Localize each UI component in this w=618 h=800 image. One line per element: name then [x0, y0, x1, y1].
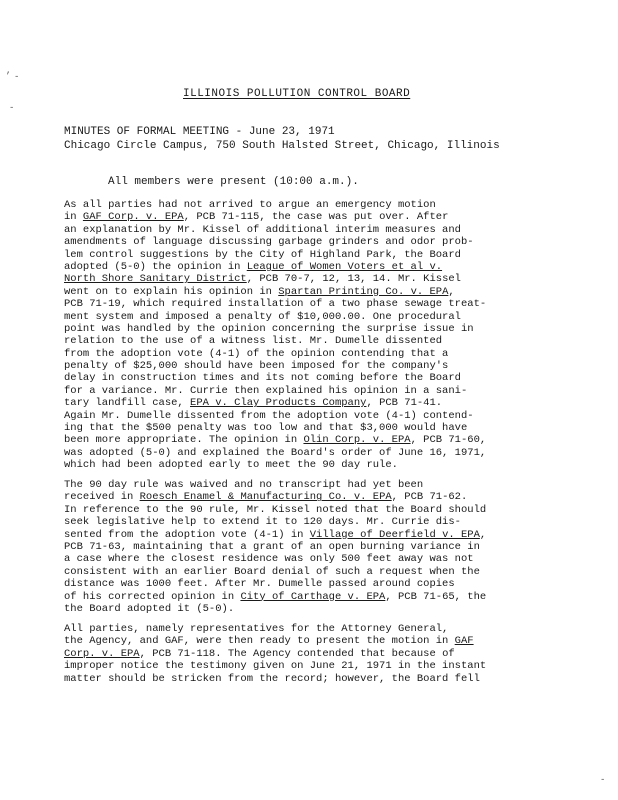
paragraph-2 — [64, 479, 554, 615]
text-line: delay in construction times and its not coming before the Board — [64, 372, 461, 385]
text-line: amendments of language discussing garbage grinders and odor prob- — [64, 236, 474, 249]
meeting-location-line: Chicago Circle Campus, 750 South Halsted Street, Chicago, Illinois — [64, 140, 500, 152]
case-citation: Village of Deerfield v. EPA — [309, 528, 480, 541]
meeting-title-line: MINUTES OF FORMAL MEETING - June 23, 1971 — [64, 126, 335, 138]
case-citation: Roesch Enamel & Manufacturing Co. v. EPA — [139, 491, 392, 504]
margin-mark: - — [600, 775, 606, 785]
text-line: lem control suggestions by the City of Highland Park, the Board — [64, 248, 461, 261]
text-line: seek legislative help to extend it to 120 days. Mr. Currie dis- — [64, 516, 461, 529]
margin-mark: - — [9, 103, 15, 113]
text-line: improper notice the testimony given on June 21, 1971 in the instant — [64, 660, 487, 673]
text-line: consistent with an earlier Board denial of such a request when the — [64, 565, 480, 578]
text-line: relation to the use of a witness list. Mr. Dumelle dissented — [64, 335, 443, 348]
text-line: for a variance. Mr. Currie then explained his opinion in a sani- — [64, 384, 468, 397]
text-line: a case where the closest residence was only 500 feet away was not — [64, 553, 474, 566]
text-line: PCB 71-19, which required installation of a two phase sewage treat- — [64, 298, 487, 311]
case-citation: GAF — [454, 635, 474, 648]
case-citation: Spartan Printing Co. v. EPA — [278, 285, 449, 298]
text-line: ing that the $500 penalty was too low and that $3,000 would have — [64, 422, 468, 435]
text-line: the Agency, and GAF, were then ready to present the motion in GAF — [64, 635, 474, 648]
case-citation: GAF Corp. v. EPA — [82, 211, 184, 224]
text-line: sented from the adoption vote (4-1) in Village of Deerfield v. EPA, — [64, 528, 487, 541]
text-line: in GAF Corp. v. EPA, PCB 71-115, the case was put over. After — [64, 211, 449, 224]
paragraph-1 — [64, 199, 554, 472]
case-citation: North Shore Sanitary District — [64, 273, 247, 286]
text-line: from the adoption vote (4-1) of the opinion contending that a — [64, 347, 449, 360]
text-line: The 90 day rule was waived and no transcript had yet been — [64, 479, 424, 491]
text-line: As all parties had not arrived to argue an emergency motion — [64, 199, 436, 211]
case-citation: EPA v. Clay Products Company — [190, 397, 367, 410]
text-line: the Board adopted it (5-0). — [64, 602, 235, 615]
text-line: received in Roesch Enamel & Manufacturing Co. v. EPA, PCB 71-62. — [64, 491, 468, 504]
case-citation: League of Women Voters et al v. — [246, 260, 443, 273]
text-line: North Shore Sanitary District, PCB 70-7, 12, 13, 14. Mr. Kissel — [64, 273, 461, 286]
text-line: penalty of $25,000 should have been imposed for the company's — [64, 360, 449, 373]
text-line: of his corrected opinion in City of Carthage v. EPA, PCB 71-65, the — [64, 590, 487, 603]
case-citation: City of Carthage v. EPA — [240, 590, 386, 603]
attendance-line: All members were present (10:00 a.m.). — [108, 176, 359, 188]
text-line: tary landfill case, EPA v. Clay Products Company, PCB 71-41. — [64, 397, 443, 410]
margin-mark: , — [6, 66, 12, 76]
margin-mark: - — [14, 72, 20, 82]
text-line: distance was 1000 feet. After Mr. Dumelle passed around copies — [64, 578, 455, 591]
case-citation: Olin Corp. v. EPA — [303, 434, 411, 447]
text-line: Again Mr. Dumelle dissented from the adoption vote (4-1) contend- — [64, 409, 474, 422]
text-line: All parties, namely representatives for the Attorney General, — [64, 623, 449, 635]
text-line: ment system and imposed a penalty of $10,000.00. One procedural — [64, 310, 461, 323]
paragraph-3 — [64, 623, 554, 685]
text-line: Corp. v. EPA, PCB 71-118. The Agency contended that because of — [64, 647, 455, 660]
text-line: matter should be stricken from the record; however, the Board fell — [64, 672, 480, 685]
text-line: adopted (5-0) the opinion in League of Women Voters et al v. — [64, 260, 443, 273]
text-line: which had been adopted early to meet the 90 day rule. — [64, 459, 398, 472]
case-citation: Corp. v. EPA — [64, 647, 140, 660]
text-line: In reference to the 90 rule, Mr. Kissel noted that the Board should — [64, 503, 487, 516]
text-line: been more appropriate. The opinion in Olin Corp. v. EPA, PCB 71-60, — [64, 434, 487, 447]
text-line: an explanation by Mr. Kissel of additional interim measures and — [64, 223, 461, 236]
text-line: point was handled by the opinion concerning the surprise issue in — [64, 322, 474, 335]
text-line: went on to explain his opinion in Spartan Printing Co. v. EPA, — [64, 285, 455, 298]
document-title: ILLINOIS POLLUTION CONTROL BOARD — [183, 88, 411, 100]
text-line: was adopted (5-0) and explained the Board's order of June 16, 1971, — [64, 446, 487, 459]
text-line: PCB 71-63, maintaining that a grant of an open burning variance in — [64, 540, 480, 553]
